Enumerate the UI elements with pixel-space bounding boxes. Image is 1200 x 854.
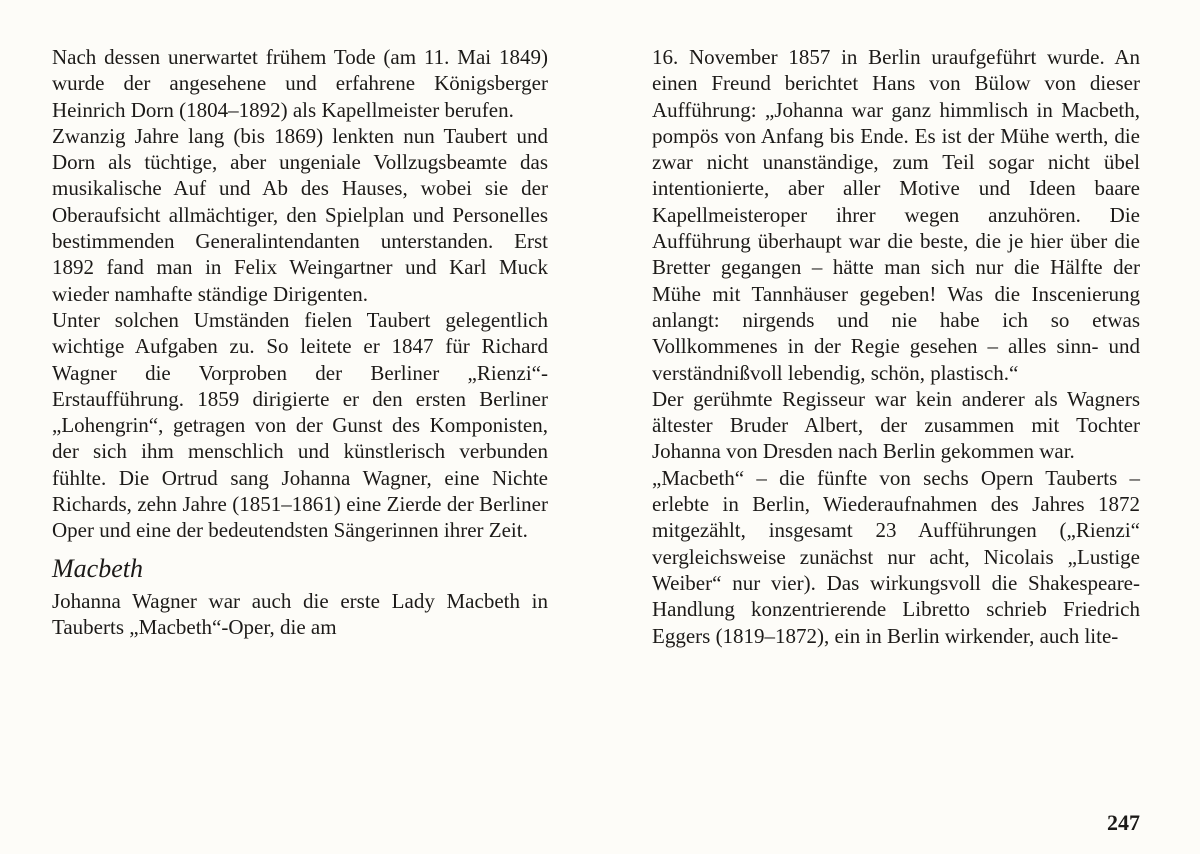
right-paragraph-3: „Macbeth“ – die fünfte von sechs Opern Tauberts – erlebte in Berlin, Wiederaufnahmen des Jahres 1872 mitgezählt, insgesamt 23 Aufführungen („Rienzi“ vergleichsweise zunächst nur acht, Nicolais „Lustige Weiber“ nur vier). Das wirkungsvoll die Shakespeare-Handlung konzentrierende Libretto schrieb Friedrich Eggers (1819–1872), ein in Berlin wirkender, auch lite- (652, 465, 1140, 648)
left-paragraph-2: Zwanzig Jahre lang (bis 1869) lenkten nun Taubert und Dorn als tüchtige, aber ungeniale Vollzugsbeamte das musikalische Auf und Ab des Hauses, wobei sie der Oberaufsicht allmächtiger, den Spielplan und Personelles bestimmenden Generalintendanten unterstanden. Erst 1892 fand man in Felix Weingartner und Karl Muck wieder namhafte ständige Dirigenten. (52, 123, 548, 306)
right-paragraph-1: 16. November 1857 in Berlin uraufgeführt wurde. An einen Freund berichtet Hans von Bülow von dieser Aufführung: „Johanna war ganz himmlisch in Macbeth, pompös von Anfang bis Ende. Es ist der Mühe werth, die zwar nicht unanständige, zum Teil sogar nicht übel intentionierte, aber aller Motive und Ideen baare Kapellmeisteroper ihrer wegen anzuhören. Die Aufführung überhaupt war die beste, die je hier über die Bretter gegangen – hätte man sich nur die Hälfte der Mühe mit Tannhäuser gegeben! Was die Inscenierung anlangt: nirgends und nie habe ich so etwas Vollkommenes in der Regie gesehen – alles sinn- und verständnißvoll lebendig, schön, plastisch.“ (652, 45, 1140, 385)
right-column (652, 44, 1140, 649)
section-heading-macbeth: Macbeth (52, 553, 143, 583)
left-paragraph-1: Nach dessen unerwartet frühem Tode (am 11. Mai 1849) wurde der angesehene und erfahrene Königsberger Heinrich Dorn (1804–1892) als Kapellmeister berufen. (52, 45, 548, 122)
left-paragraph-3: Unter solchen Umständen fielen Taubert gelegentlich wichtige Aufgaben zu. So leitete er 1847 für Richard Wagner die Vorproben der Berliner „Rienzi“-Erstaufführung. 1859 dirigierte er den ersten Berliner „Lohengrin“, getragen von der Gunst des Komponisten, der sich ihm menschlich und künstlerisch verbunden fühlte. Die Ortrud sang Johanna Wagner, eine Nichte Richards, zehn Jahre (1851–1861) eine Zierde der Berliner Oper und eine der bedeutendsten Sängerinnen ihrer Zeit. (52, 307, 548, 543)
left-column (52, 44, 548, 640)
right-paragraph-2: Der gerühmte Regisseur war kein anderer als Wagners ältester Bruder Albert, der zusammen mit Tochter Johanna von Dresden nach Berlin gekommen war. (652, 386, 1140, 464)
page-number: 247 (1107, 810, 1140, 835)
left-paragraph-4: Johanna Wagner war auch die erste Lady Macbeth in Tauberts „Macbeth“-Oper, die am (52, 588, 548, 639)
right-page (600, 0, 1200, 854)
